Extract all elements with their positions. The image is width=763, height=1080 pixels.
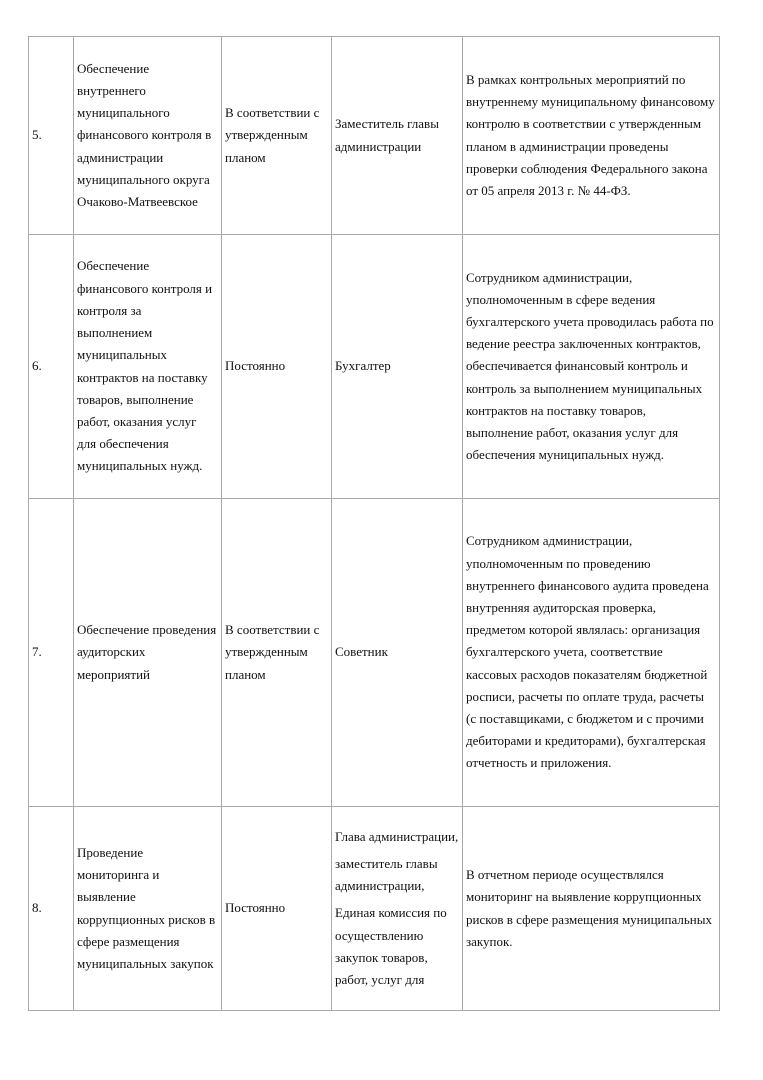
responsible-line: заместитель главы администрации, (335, 855, 438, 894)
row-number: 5. (29, 37, 74, 235)
table-row (29, 499, 720, 807)
measure-responsible (332, 499, 463, 807)
measure-name: Проведение мониторинга и выявление коррупционных рисков в сфере размещения муниципальных закупок (74, 807, 222, 1011)
row-number: 6. (29, 235, 74, 499)
measure-name: Обеспечение финансового контроля и контроля за выполнением муниципальных контрактов на поставку товаров, выполнение работ, оказания услуг для обеспечения муниципальных нужд. (74, 235, 222, 499)
row-number: 7. (29, 499, 74, 807)
measure-responsible (332, 37, 463, 235)
measure-name: Обеспечение проведения аудиторских мероприятий (74, 499, 222, 807)
responsible-line: Единая комиссия по осуществлению закупок товаров, работ, услуг для (335, 905, 447, 987)
measure-result: В рамках контрольных мероприятий по внутреннему муниципальному финансовому контролю в соответствии с утвержденным планом в администрации проведены проверки соблюдения Федерального закона от 05 апреля 2013 г. № 44-ФЗ. (463, 37, 720, 235)
table-row (29, 807, 720, 1011)
measure-name: Обеспечение внутреннего муниципального финансового контроля в администрации муниципального округа Очаково-Матвеевское (74, 37, 222, 235)
measure-result: Сотрудником администрации, уполномоченным по проведению внутреннего финансового аудита проведена внутренняя аудиторская проверка, предметом которой являлась: организация бухгалтерского учета, соответствие кассовых расходов показателям бюджетной росписи, расчеты по оплате труда, расчеты (с поставщиками, с бюджетом и с прочими дебиторами и кредиторами), бухгалтерская отчетность и приложения. (463, 499, 720, 807)
measure-result: В отчетном периоде осуществлялся мониторинг на выявление коррупционных рисков в сфере размещения муниципальных закупок. (463, 807, 720, 1011)
measures-table (28, 36, 720, 1011)
responsible-line: Бухгалтер (335, 358, 391, 374)
measure-term: Постоянно (222, 807, 332, 1011)
row-number: 8. (29, 807, 74, 1011)
measure-term: В соответствии с утвержденным планом (222, 37, 332, 235)
table-row (29, 37, 720, 235)
responsible-line: Заместитель главы администрации (335, 116, 439, 154)
measure-responsible (332, 807, 463, 1011)
measure-responsible (332, 235, 463, 499)
measure-term: В соответствии с утвержденным планом (222, 499, 332, 807)
table-row (29, 235, 720, 499)
measure-term: Постоянно (222, 235, 332, 499)
responsible-line: Советник (335, 644, 388, 660)
measure-result: Сотрудником администрации, уполномоченным в сфере ведения бухгалтерского учета проводилась работа по ведение реестра заключенных контрактов, обеспечивается финансовый контроль и контроль за выполнением муниципальных контрактов на поставку товаров, выполнение работ, оказания услуг для обеспечения муниципальных нужд. (463, 235, 720, 499)
responsible-line: Глава администрации, (335, 828, 459, 844)
